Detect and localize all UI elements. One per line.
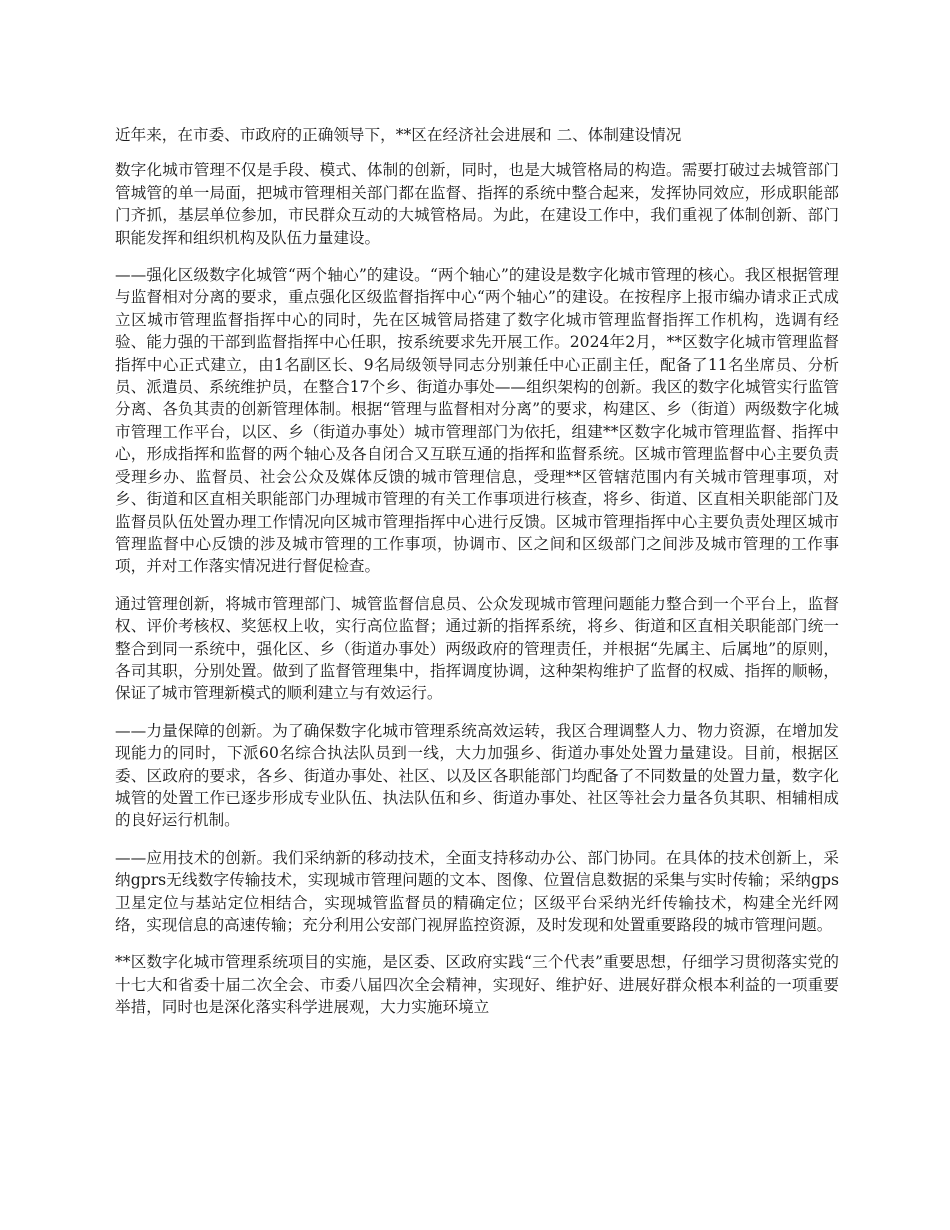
paragraph-technology-innovation: ——应用技术的创新。我们采纳新的移动技术，全面支持移动办公、部门协同。在具体的技术创新上，采纳gprs无线数字传输技术，实现城市管理问题的文本、图像、位置信息数据的采集与实时传输；采纳gps卫星定位与基站定位相结合，实现城管监督员的精确定位；区级平台采纳光纤传输技术，构建全光纤网络，实现信息的高速传输；充分利用公安部门视屏监控资源，及时发现和处置重要路段的城市管理问题。 bbox=[115, 848, 839, 934]
paragraph-system-construction: 数字化城市管理不仅是手段、模式、体制的创新，同时，也是大城管格局的构造。需要打破过去城管部门管城管的单一局面，把城市管理相关部门都在监督、指挥的系统中整合起来，发挥协同效应，形成职能部门齐抓，基层单位参加，市民群众互动的大城管格局。为此，在建设工作中，我们重视了体制创新、部门职能发挥和组织机构及队伍力量建设。 bbox=[115, 161, 839, 247]
paragraph-intro: 近年来，在市委、市政府的正确领导下，**区在经济社会进展和 二、体制建设情况 bbox=[115, 126, 682, 144]
document-page bbox=[115, 124, 839, 1034]
paragraph-force-guarantee: ——力量保障的创新。为了确保数字化城市管理系统高效运转，我区合理调整人力、物力资源，在增加发现能力的同时，下派60名综合执法队员到一线，大力加强乡、街道办事处处置力量建设。目前，根据区委、区政府的要求，各乡、街道办事处、社区、以及区各职能部门均配备了不同数量的处置力量，数字化城管的处置工作已逐步形成专业队伍、执法队伍和乡、街道办事处、社区等社会力量各负其职、相辅相成的良好运行机制。 bbox=[115, 721, 839, 830]
paragraph-project-significance: **区数字化城市管理系统项目的实施，是区委、区政府实践“三个代表”重要思想，仔细学习贯彻落实党的十七大和省委十届二次全会、市委八届四次全会精神，实现好、维护好、进展好群众根本利益的一项重要举措，同时也是深化落实科学进展观，大力实施环境立 bbox=[115, 953, 839, 1017]
paragraph-management-innovation: 通过管理创新，将城市管理部门、城管监督信息员、公众发现城市管理问题能力整合到一个平台上，监督权、评价考核权、奖惩权上收，实行高位监督；通过新的指挥系统，将乡、街道和区直相关职能部门统一整合到同一系统中，强化区、乡（街道办事处）两级政府的管理责任，并根据“先属主、后属地”的原则，各司其职，分别处置。做到了监督管理集中，指挥调度协调，这种架构维护了监督的权威、指挥的顺畅，保证了城市管理新模式的顺利建立与有效运行。 bbox=[115, 594, 839, 703]
paragraph-two-axes: ——强化区级数字化城管“两个轴心”的建设。“两个轴心”的建设是数字化城市管理的核心。我区根据管理与监督相对分离的要求，重点强化区级监督指挥中心“两个轴心”的建设。在按程序上报市编办请求正式成立区城市管理监督指挥中心的同时，先在区城管局搭建了数字化城市管理监督指挥工作机构，选调有经验、能力强的干部到监督指挥中心任职，按系统要求先开展工作。2024年2月，**区数字化城市管理监督指挥中心正式建立，由1名副区长、9名局级领导同志分别兼任中心正副主任，配备了11名坐席员、分析员、派遣员、系统维护员，在整合17个乡、街道办事处——组织架构的创新。我区的数字化城管实行监管分离、各负其责的创新管理体制。根据“管理与监督相对分离”的要求，构建区、乡（街道）两级数字化城市管理工作平台，以区、乡（街道办事处）城市管理部门为依托，组建**区数字化城市管理监督、指挥中心，形成指挥和监督的两个轴心及各自闭合又互联互通的指挥和监督系统。区城市管理监督中心主要负责受理乡办、监督员、社会公众及媒体反馈的城市管理信息，受理**区管辖范围内有关城市管理事项，对乡、街道和区直相关职能部门办理城市管理的有关工作事项进行核查，将乡、街道、区直相关职能部门及监督员队伍处置办理工作情况向区城市管理指挥中心进行反馈。区城市管理指挥中心主要负责处理区城市管理监督中心反馈的涉及城市管理的工作事项，协调市、区之间和区级部门之间涉及城市管理的工作事项，并对工作落实情况进行督促检查。 bbox=[115, 266, 839, 576]
